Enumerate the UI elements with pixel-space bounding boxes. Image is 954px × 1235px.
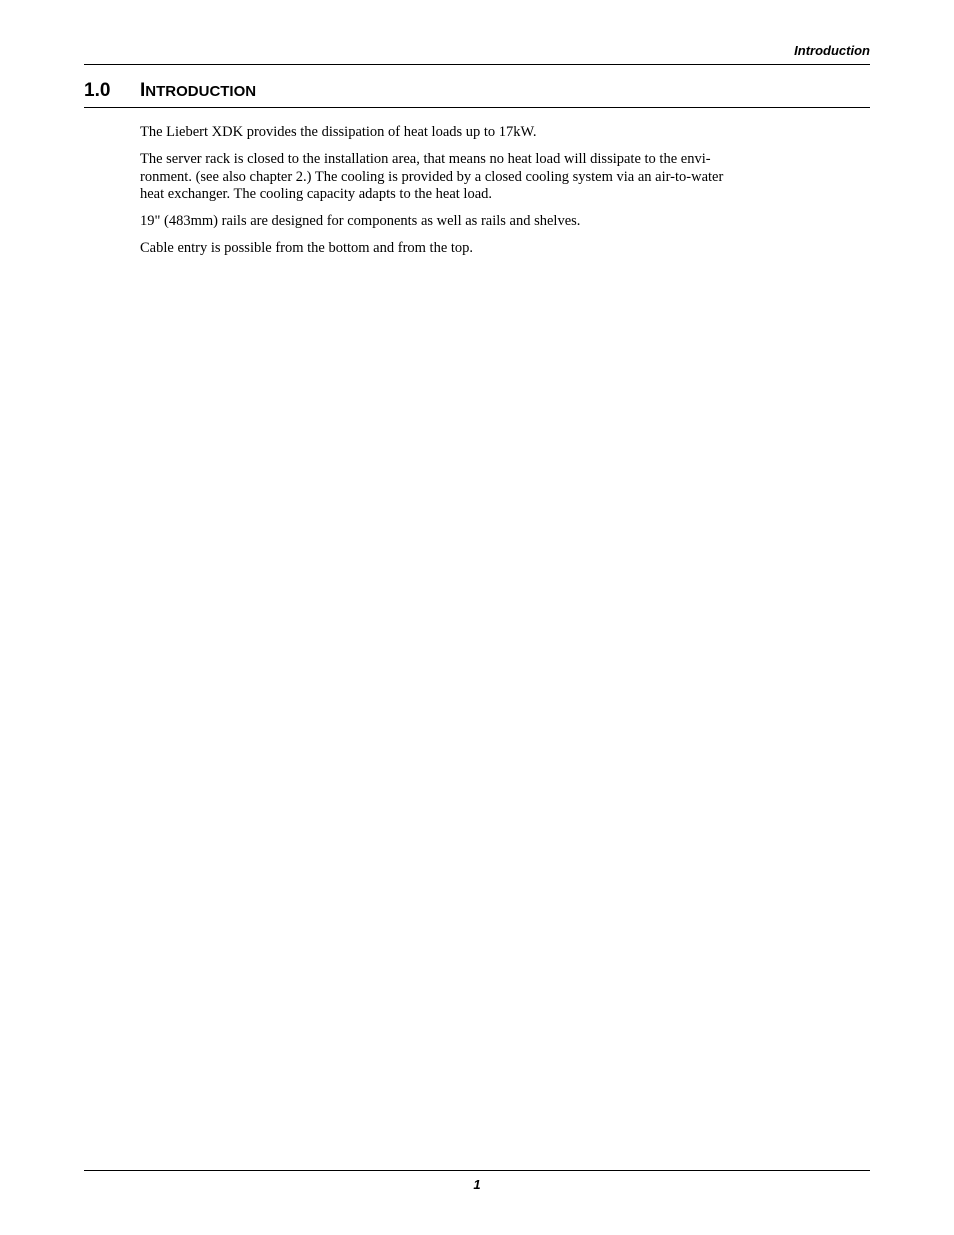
section-number: 1.0 — [84, 80, 111, 101]
section-title-rest: NTRODUCTION — [145, 83, 257, 100]
paragraph-closed-rack-line-3: heat exchanger. The cooling capacity adapts to the heat load. — [140, 186, 493, 202]
running-footer — [84, 1170, 870, 1194]
paragraph-closed-rack-line-2: ronment. (see also chapter 2.) The cooling is provided by a closed cooling system via an air-to-water — [140, 168, 724, 185]
running-header-title: Introduction — [794, 43, 870, 58]
paragraph-rails: 19" (483mm) rails are designed for components as well as rails and shelves. — [140, 213, 581, 229]
body-text — [140, 124, 860, 267]
running-header — [84, 42, 870, 65]
paragraph-heat-load: The Liebert XDK provides the dissipation of heat loads up to 17kW. — [140, 124, 537, 140]
paragraph-cable-entry: Cable entry is possible from the bottom and from the top. — [140, 240, 474, 256]
section-title-initial: I — [140, 80, 146, 101]
paragraph-closed-rack-line-1: The server rack is closed to the installation area, that means no heat load will dissipate to the envi- — [140, 151, 711, 167]
section-title — [140, 80, 256, 102]
page-number: 1 — [473, 1177, 481, 1192]
paragraph-closed-rack — [140, 151, 860, 204]
section-heading — [84, 77, 870, 108]
